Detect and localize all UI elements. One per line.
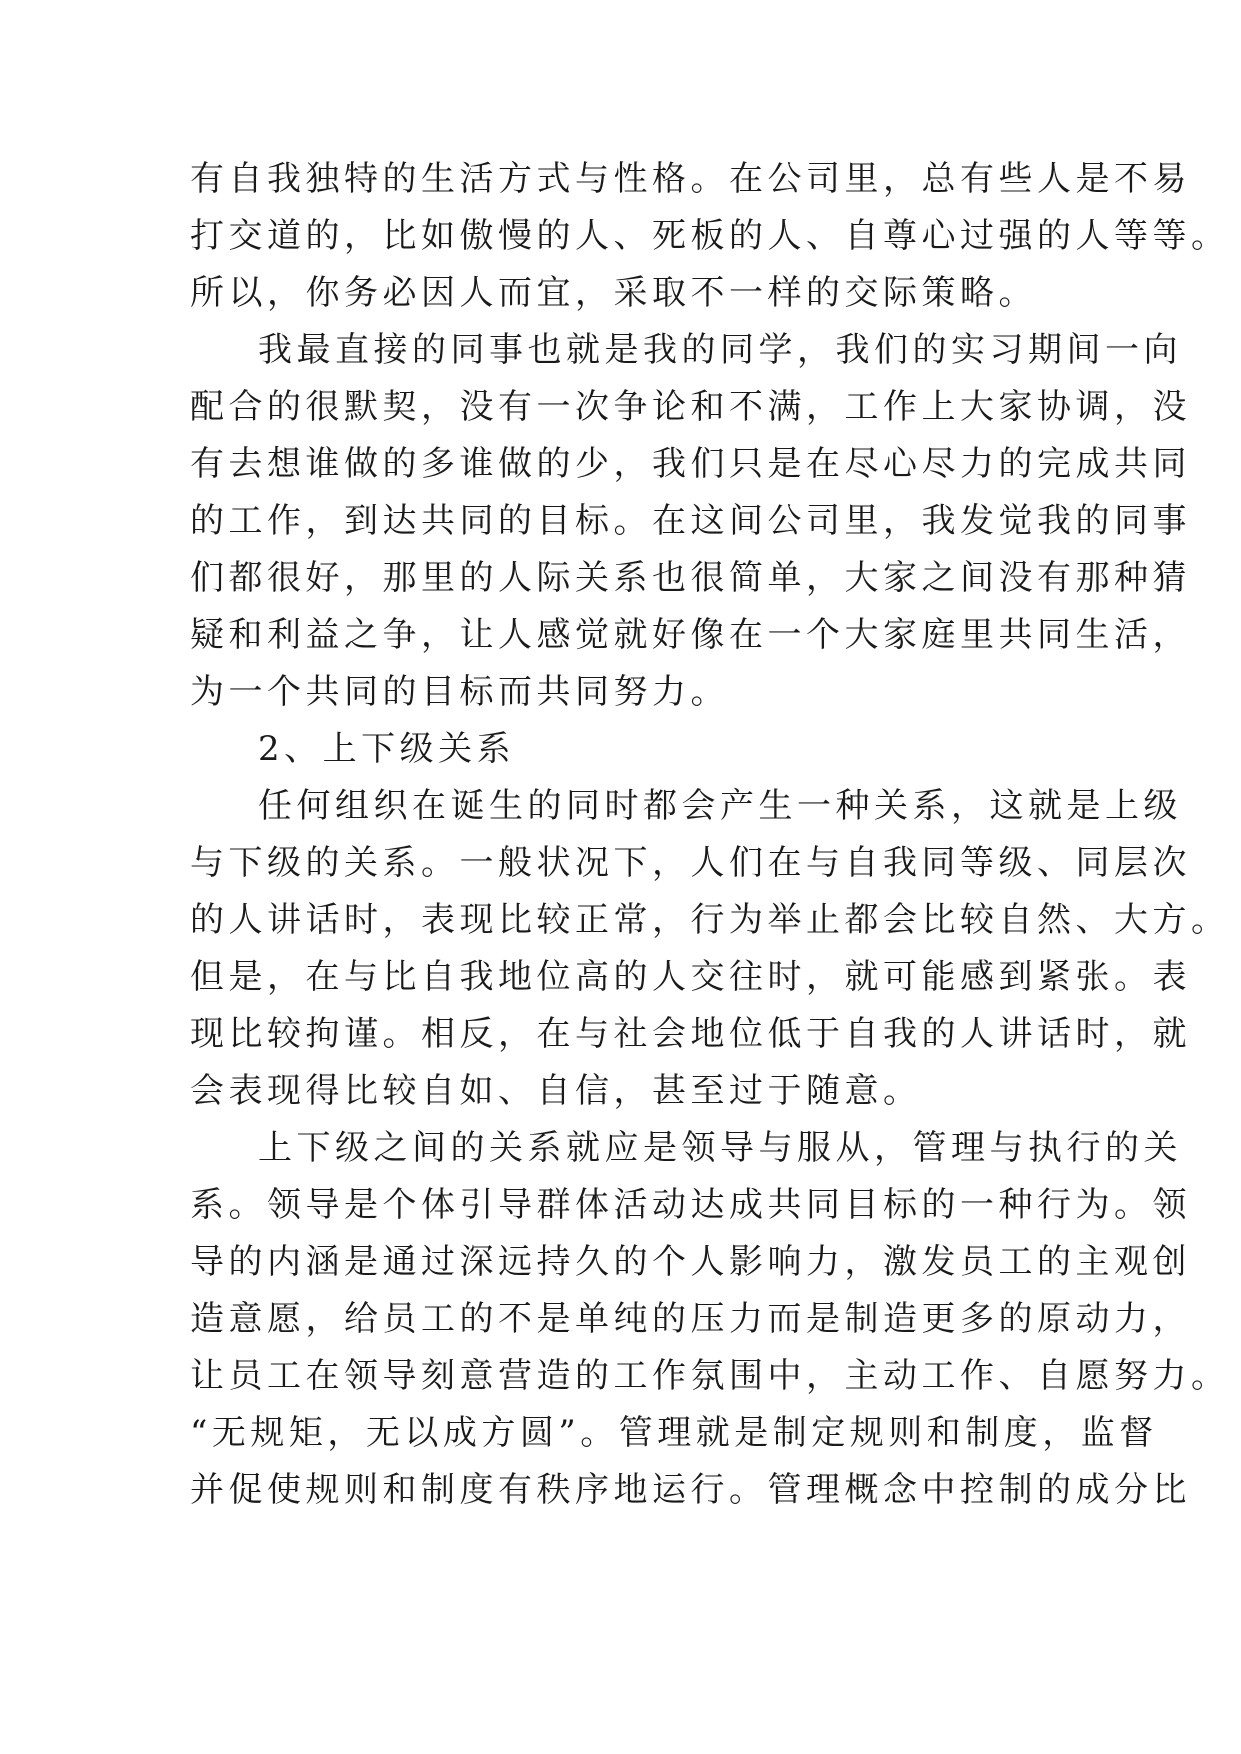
text-line: 并促使规则和制度有秩序地运行。管理概念中控制的成分比 bbox=[190, 1470, 1191, 1510]
paragraph-start-line: 上下级之间的关系就应是领导与服从，管理与执行的关 bbox=[258, 1128, 1182, 1168]
text-line: 造意愿，给员工的不是单纯的压力而是制造更多的原动力， bbox=[190, 1299, 1191, 1339]
text-line: 但是，在与比自我地位高的人交往时，就可能感到紧张。表 bbox=[190, 957, 1191, 997]
text-line: 现比较拘谨。相反，在与社会地位低于自我的人讲话时，就 bbox=[190, 1014, 1191, 1054]
text-line: 让员工在领导刻意营造的工作氛围中，主动工作、自愿努力。 bbox=[190, 1356, 1230, 1396]
text-line: 配合的很默契，没有一次争论和不满，工作上大家协调，没 bbox=[190, 387, 1191, 427]
section-heading: 2、上下级关系 bbox=[258, 729, 516, 769]
text-line: 导的内涵是通过深远持久的个人影响力，激发员工的主观创 bbox=[190, 1242, 1191, 1282]
text-line: 系。领导是个体引导群体活动达成共同目标的一种行为。领 bbox=[190, 1185, 1191, 1225]
text-line: 所以，你务必因人而宜，采取不一样的交际策略。 bbox=[190, 273, 1037, 313]
text-line: “无规矩，无以成方圆”。管理就是制定规则和制度，监督 bbox=[190, 1413, 1158, 1453]
text-line: 们都很好，那里的人际关系也很简单，大家之间没有那种猜 bbox=[190, 558, 1191, 598]
text-line: 有自我独特的生活方式与性格。在公司里，总有些人是不易 bbox=[190, 159, 1191, 199]
text-line: 的人讲话时，表现比较正常，行为举止都会比较自然、大方。 bbox=[190, 900, 1230, 940]
paragraph-start-line: 我最直接的同事也就是我的同学，我们的实习期间一向 bbox=[258, 330, 1182, 370]
text-line: 与下级的关系。一般状况下，人们在与自我同等级、同层次 bbox=[190, 843, 1191, 883]
text-line: 打交道的，比如傲慢的人、死板的人、自尊心过强的人等等。 bbox=[190, 216, 1230, 256]
text-line: 疑和利益之争，让人感觉就好像在一个大家庭里共同生活， bbox=[190, 615, 1191, 655]
paragraph-start-line: 任何组织在诞生的同时都会产生一种关系，这就是上级 bbox=[258, 786, 1182, 826]
text-line: 会表现得比较自如、自信，甚至过于随意。 bbox=[190, 1071, 922, 1111]
text-line: 有去想谁做的多谁做的少，我们只是在尽心尽力的完成共同 bbox=[190, 444, 1191, 484]
text-line: 为一个共同的目标而共同努力。 bbox=[190, 672, 729, 712]
text-line: 的工作，到达共同的目标。在这间公司里，我发觉我的同事 bbox=[190, 501, 1191, 541]
